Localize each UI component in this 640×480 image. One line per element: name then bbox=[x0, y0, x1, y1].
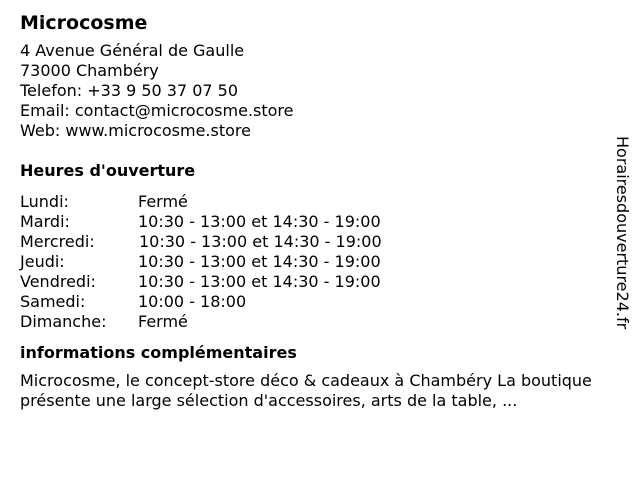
hours-row-dimanche bbox=[20, 312, 600, 332]
day-hours: Fermé bbox=[138, 192, 188, 211]
day-hours: 10:00 - 18:00 bbox=[138, 292, 247, 311]
day-label: Lundi: bbox=[20, 192, 69, 211]
opening-hours-heading: Heures d'ouverture bbox=[20, 161, 196, 180]
hours-row-vendredi bbox=[20, 272, 600, 292]
day-label: Mercredi: bbox=[20, 232, 95, 251]
website-line: Web: www.microcosme.store bbox=[20, 121, 251, 140]
day-label: Dimanche: bbox=[20, 312, 107, 331]
hours-row-mardi bbox=[20, 212, 600, 232]
email-line: Email: contact@microcosme.store bbox=[20, 101, 294, 120]
day-hours: Fermé bbox=[138, 312, 188, 331]
additional-info-heading: informations complémentaires bbox=[20, 343, 297, 362]
day-label: Jeudi: bbox=[20, 252, 65, 271]
day-label: Samedi: bbox=[20, 292, 86, 311]
opening-hours-list bbox=[20, 192, 600, 332]
hours-row-samedi bbox=[20, 292, 600, 312]
address-line-2: 73000 Chambéry bbox=[20, 61, 159, 80]
day-hours: 10:30 - 13:00 et 14:30 - 19:00 bbox=[139, 232, 382, 251]
day-label: Vendredi: bbox=[20, 272, 96, 291]
day-hours: 10:30 - 13:00 et 14:30 - 19:00 bbox=[138, 272, 381, 291]
day-hours: 10:30 - 13:00 et 14:30 - 19:00 bbox=[138, 212, 381, 231]
address-line-1: 4 Avenue Général de Gaulle bbox=[20, 41, 245, 60]
day-label: Mardi: bbox=[20, 212, 70, 231]
additional-info-text: Microcosme, le concept-store déco & cadeaux à Chambéry La boutique présente une large sélection d'accessoires, arts de la table, ... bbox=[20, 371, 592, 410]
hours-row-lundi bbox=[20, 192, 600, 212]
hours-row-mercredi bbox=[20, 232, 600, 252]
day-hours: 10:30 - 13:00 et 14:30 - 19:00 bbox=[138, 252, 381, 271]
phone-line: Telefon: +33 9 50 37 07 50 bbox=[20, 81, 239, 100]
hours-row-jeudi bbox=[20, 252, 600, 272]
business-info-card bbox=[20, 11, 600, 411]
business-name: Microcosme bbox=[20, 12, 148, 34]
site-watermark: Horairesdouverture24.fr bbox=[613, 136, 632, 330]
